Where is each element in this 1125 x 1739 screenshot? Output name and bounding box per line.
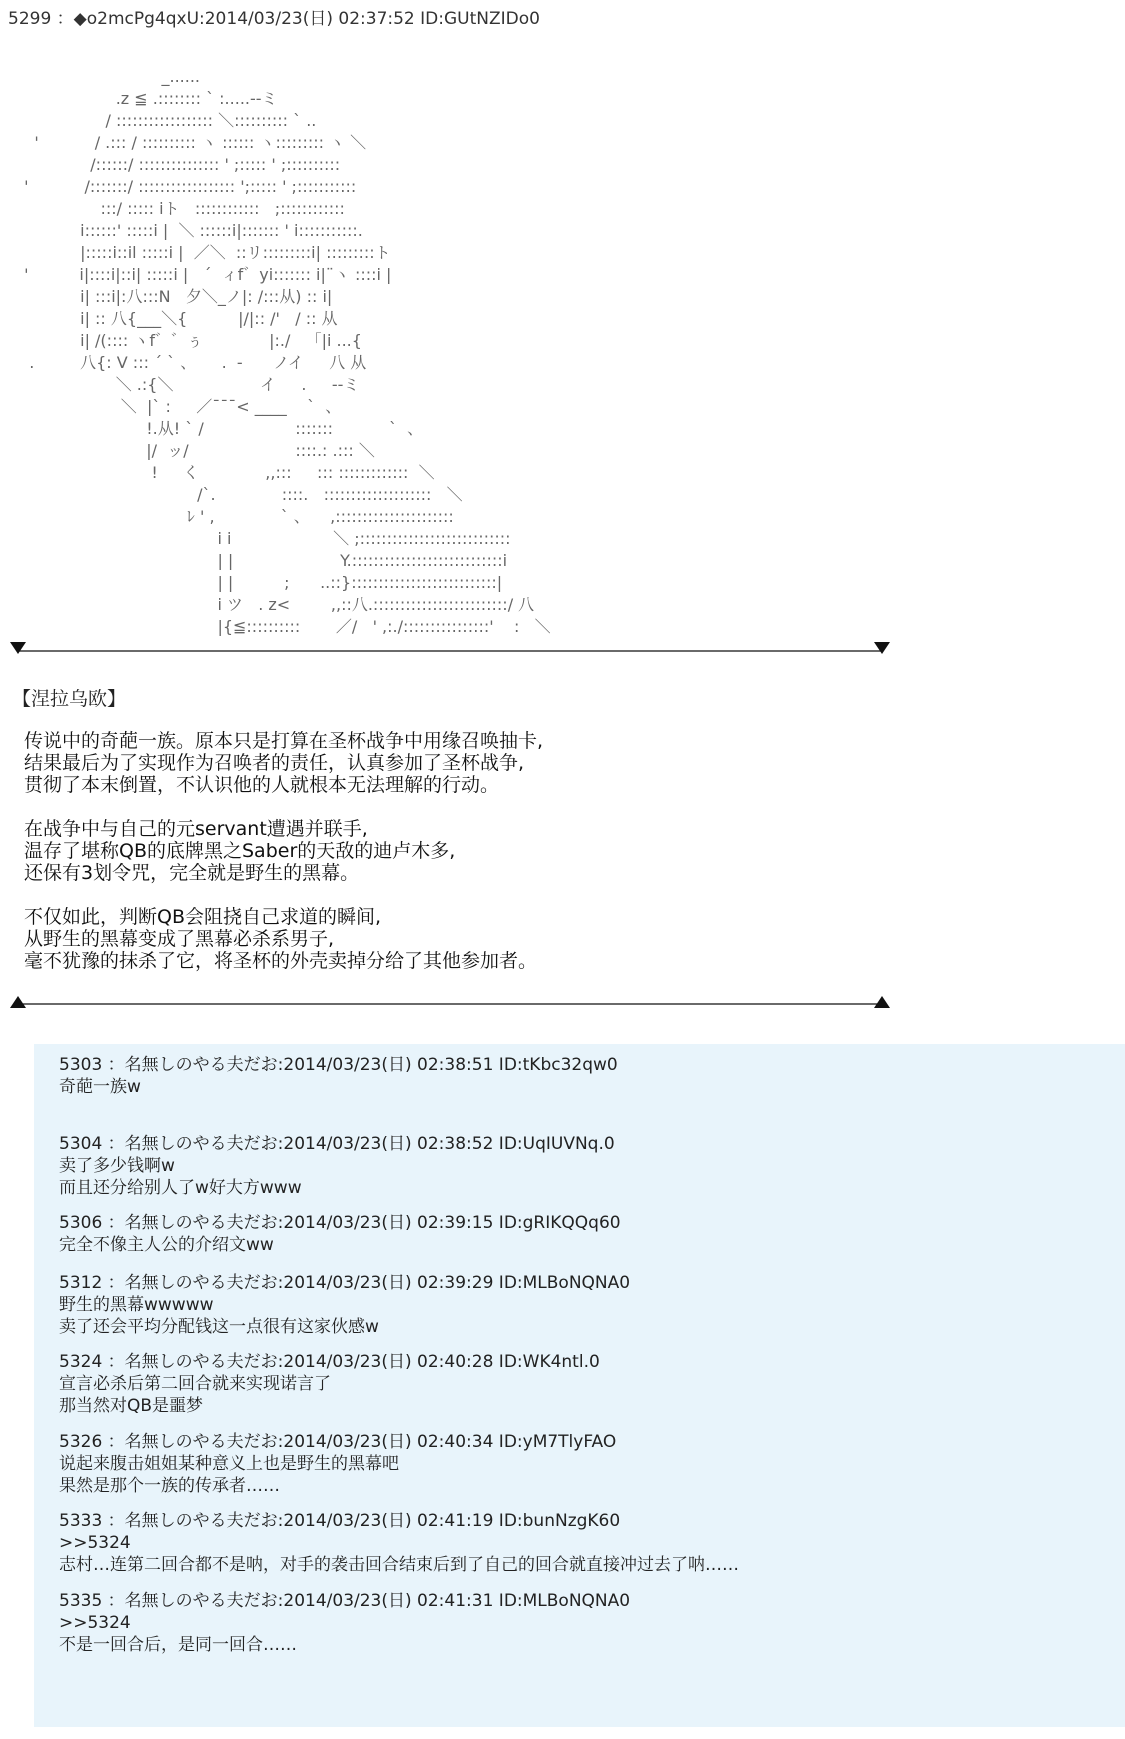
description-line: 结果最后为了实现作为召唤者的责任，认真参加了圣杯战争,: [24, 752, 525, 774]
reply-text: 野生的黑幕wwwww: [59, 1295, 214, 1315]
reply-header: 5304 ：名無しのやる夫だお:2014/03/23(日) 02:38:52 ID:UqIUVNq.0: [59, 1134, 615, 1154]
divider-top: [10, 640, 890, 660]
reply-post: [59, 1212, 621, 1256]
replies-panel: [34, 1044, 1125, 1727]
reply-text: 志村…连第二回合都不是呐，对手的袭击回合结束后到了自己的回合就直接冲过去了呐……: [59, 1555, 739, 1575]
reply-text: 果然是那个一族的传承者……: [59, 1476, 280, 1496]
description-paragraph: [24, 818, 543, 884]
divider-arrow-right: [874, 996, 890, 1008]
description-line: 传说中的奇葩一族。原本只是打算在圣杯战争中用缘召唤抽卡,: [24, 730, 544, 752]
description-line: 毫不犹豫的抹杀了它，将圣杯的外壳卖掉分给了其他参加者。: [24, 950, 538, 972]
reply-header: 5312 ：名無しのやる夫だお:2014/03/23(日) 02:39:29 ID:MLBoNQNA0: [59, 1273, 631, 1293]
reply-header: 5326 ：名無しのやる夫だお:2014/03/23(日) 02:40:34 ID:yM7TlyFAO: [59, 1432, 617, 1452]
reply-text: 奇葩一族w: [59, 1077, 141, 1097]
post-header: 5299 ：◆o2mcPg4qxU:2014/03/23(日) 02:37:52 ID:GUtNZIDo0: [8, 9, 540, 29]
divider-bottom: [10, 994, 890, 1014]
description-line: 温存了堪称QB的底牌黑之Saber的天敌的迪卢木多,: [24, 840, 456, 862]
reply-header: 5306 ：名無しのやる夫だお:2014/03/23(日) 02:39:15 ID:gRIKQQq60: [59, 1213, 621, 1233]
reply-post: [59, 1590, 630, 1656]
divider-arrow-left: [10, 642, 26, 654]
reply-post: [59, 1272, 630, 1338]
reply-anchor-link[interactable]: >>5324: [59, 1613, 131, 1633]
reply-text: 而且还分给别人了w好大方www: [59, 1178, 302, 1198]
reply-post: [59, 1133, 615, 1199]
reply-text: 不是一回合后，是同一回合……: [59, 1635, 297, 1655]
reply-header: 5303 ：名無しのやる夫だお:2014/03/23(日) 02:38:51 ID:tKbc32qw0: [59, 1055, 618, 1075]
reply-text: 完全不像主人公的介绍文ww: [59, 1235, 274, 1255]
reply-text: 说起来腹击姐姐某种意义上也是野生的黑幕吧: [59, 1454, 399, 1474]
divider-arrow-right: [874, 642, 890, 654]
reply-post: [59, 1510, 739, 1576]
character-description: [24, 730, 543, 994]
reply-post: [59, 1431, 616, 1497]
description-line: 贯彻了本末倒置，不认识他的人就根本无法理解的行动。: [24, 774, 500, 796]
reply-text: 卖了多少钱啊w: [59, 1156, 175, 1176]
description-line: 从野生的黑幕变成了黑幕必杀系男子,: [24, 928, 335, 950]
ascii-art: _...... .z ≦ .:::::::: ` :.....--ミ / :::::::::::::::::: ＼:::::::::: ` .. ' / .::: / :::::::::: ヽ :::::: ヽ::::::::: ヽ ＼ /::::::/ ::::::::::::::: ' ;::::: ' ;:::::::::: ' /:::::::/ :::::::::::::::::: ';::::: ' ;::::::::::: :::/ ::::: iト :::::::::::: ;:::::::::::: i::::::' :::::i | ＼ ::::::i|::::::: ' i:::::::::::. |:::::i::il :::::i | ／＼ ::リ:::::::::i| :::::::::ト ' i|::::i|::i| :::::i | ´ ィf゛yi::::::: i|¨ヽ ::::i | i| :::i|:八:::N 夕＼_ノ|: /:::从) :: i| i| :: 八{___＼{ |/|:: /' / :: 从 i| /(:::: ヽf゛゛ぅ |:./ 「|i ...{ . 八{: V ::: ´ ` 、 . ‐ ノイ 八 从 ＼ .:{＼ イ . --ミ ＼ |` : ／¯¯¯< ____ ` 、 !.从! ` / ::::::: ` 、 |/ ッ/ ::::.: .::: ＼ ! く ,,::: ::: ::::::::::::: ＼ /`. ::::. :::::::::::::::::::: ＼ ﾚ ' , ` 、 ,:::::::::::::::::::::: i i ＼ ;:::::::::::::::::::::::::::: | | Y.::::::::::::::::::::::::::::i | | ; ..::}:::::::::::::::::::::::::::| i ツ . z< ,,::八.:::::::::::::::::::::::::/ 八 |{≦:::::::::: ／/ ' ,:./::::::::::::::::' : ＼: [24, 67, 551, 636]
reply-header: 5324 ：名無しのやる夫だお:2014/03/23(日) 02:40:28 ID:WK4ntl.0: [59, 1352, 600, 1372]
description-line: 在战争中与自己的元servant遭遇并联手,: [24, 818, 368, 840]
reply-header: 5333 ：名無しのやる夫だお:2014/03/23(日) 02:41:19 ID:bunNzgK60: [59, 1511, 621, 1531]
reply-anchor-link[interactable]: >>5324: [59, 1533, 131, 1553]
reply-text: 那当然对QB是噩梦: [59, 1396, 204, 1416]
description-line: 不仅如此，判断QB会阻挠自己求道的瞬间,: [24, 906, 382, 928]
description-paragraph: [24, 730, 543, 796]
description-paragraph: [24, 906, 543, 972]
divider-arrow-left: [10, 996, 26, 1008]
reply-text: 宣言必杀后第二回合就来实现诺言了: [59, 1374, 331, 1394]
reply-header: 5335 ：名無しのやる夫だお:2014/03/23(日) 02:41:31 ID:MLBoNQNA0: [59, 1591, 631, 1611]
reply-post: [59, 1054, 618, 1098]
character-name: 【涅拉乌欧】: [12, 688, 127, 710]
reply-post: [59, 1351, 600, 1417]
reply-text: 卖了还会平均分配钱这一点很有这家伙感w: [59, 1317, 379, 1337]
description-line: 还保有3划令咒，完全就是野生的黑幕。: [24, 862, 360, 884]
